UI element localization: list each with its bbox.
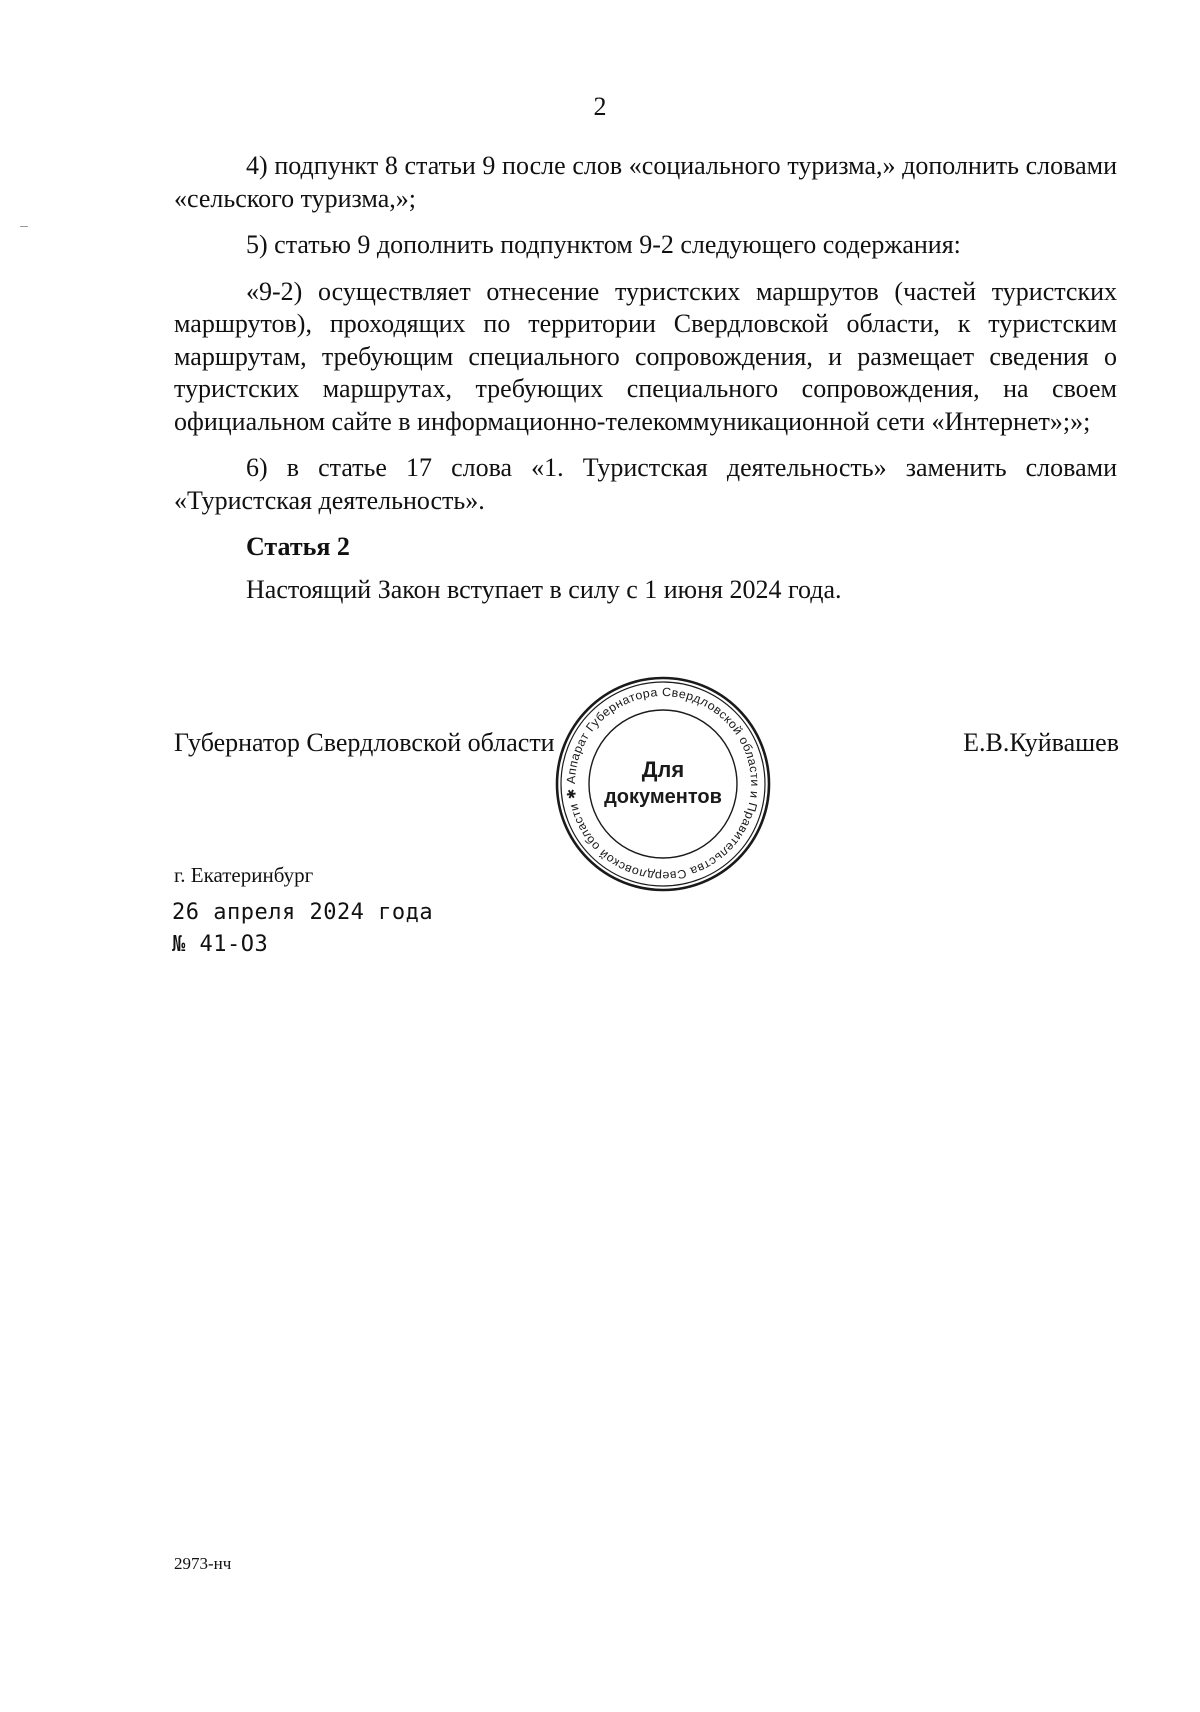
signing-place: г. Екатеринбург xyxy=(174,863,314,887)
signatory-position: Губернатор Свердловской области xyxy=(174,728,555,757)
article-text: Настоящий Закон вступает в силу с 1 июня 2024 года. xyxy=(246,574,842,604)
page-number: 2 xyxy=(593,92,607,121)
seal-center-line-1: Для xyxy=(641,757,685,782)
paragraph-item-9-2: «9-2) осуществляет отнесение туристских маршрутов (частей туристских маршрутов), проходящих по территории Свердловской области, к туристским маршрутам, требующим специального сопровождения, и размещает сведения о туристских маршрутах, требующих специального сопровождения, на своем официальном сайте в информационно-телекоммуникационной сети «Интернет»;»; xyxy=(174,276,1117,436)
signing-date: 26 апреля 2024 года xyxy=(172,900,434,925)
paragraph-item-5: 5) статью 9 дополнить подпунктом 9-2 следующего содержания: xyxy=(246,230,961,259)
article-title: Статья 2 xyxy=(246,532,350,561)
seal-center-line-2: документов xyxy=(604,786,722,808)
footer-code: 2973-нч xyxy=(174,1554,232,1573)
signatory-name: Е.В.Куйвашев xyxy=(963,728,1119,757)
paragraph-item-4: 4) подпункт 8 статьи 9 после слов «социального туризма,» дополнить словами «сельского туризма,»; xyxy=(174,151,1117,213)
svg-text:Аппарат Губернатора Свердловск xyxy=(564,685,762,883)
margin-mark xyxy=(20,226,28,227)
official-seal xyxy=(553,674,773,894)
seal-ring-text: Аппарат Губернатора Свердловской области и Правительства Свердловской области ✱ xyxy=(563,684,763,884)
law-number: № 41-ОЗ xyxy=(172,932,269,957)
paragraph-item-6: 6) в статье 17 слова «1. Туристская деятельность» заменить словами «Туристская деятельность». xyxy=(174,453,1117,515)
document-body xyxy=(174,150,1117,620)
